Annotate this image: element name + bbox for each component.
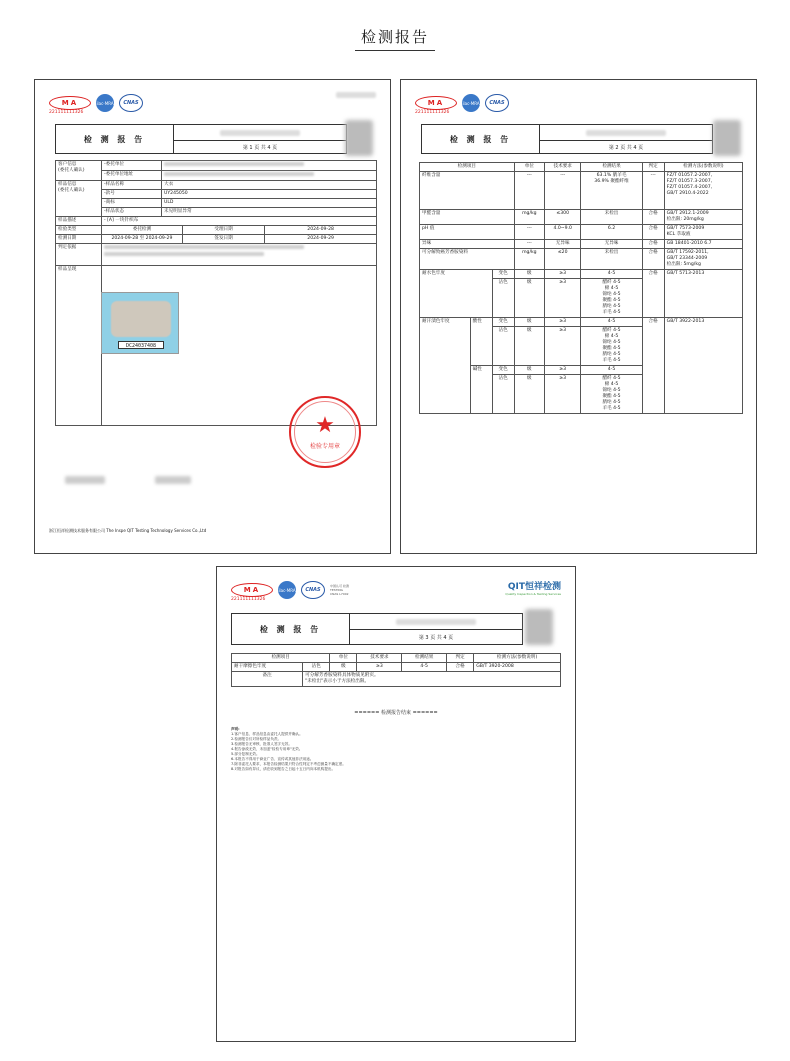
ilac-logo-icon: ilac-MRA <box>278 581 296 599</box>
test-date-label: 检测日期 <box>56 235 102 244</box>
client-unit-label: -委托单位 <box>102 161 162 171</box>
results-table: 检测项目 单位 技术要求 检测结果 判定 检测方法(参数说明) 耐干摩擦色牢度 沾色 级 ≥3 4-5 合格 GB/T 3920-2008 备注 可分解芳香胺染料具体物质见附页。 "未检出"表示小于方法检出限。 <box>231 653 561 687</box>
table-row: 可分解致癌芳香胺染料 mg/kg ≤20 未检出 合格 GB/T 17592-2011, GB/T 23344-2009 检出限: 5mg/kg <box>420 249 743 270</box>
test-date: 2024-09-28 至 2024-09-29 <box>102 235 183 244</box>
ma-number: 221111111326 <box>415 110 450 115</box>
cnas-caption: 中国认可 检测 TESTING CNAS L7002 <box>330 584 349 596</box>
signature-blurred-2 <box>155 476 191 484</box>
qit-logo-text: QIT恒祥检测 <box>507 582 561 592</box>
col-result: 检测结果 <box>581 163 642 172</box>
cnas-logo-icon: CNAS <box>485 94 509 112</box>
qit-logo <box>336 92 376 98</box>
sample-name: 大衣 <box>162 181 377 190</box>
desc-label: 样品描述 <box>56 217 102 226</box>
table-row: 甲醛含量 mg/kg ≤300 未检出 合格 GB/T 2912.1-2009 检出限: 20mg/kg <box>420 210 743 225</box>
declaration-title: 声明: <box>231 727 240 731</box>
title-box <box>55 124 347 154</box>
declaration-line: 7.除非委托人要求，本报告检测结果只符合性判定不考虑测量不确定度。 <box>231 762 346 766</box>
report-number-blurred <box>220 130 300 136</box>
table-row: 沾色 级 ≥3 醋纤 4-5 棉 4-5 锦纶 4-5 聚酯 4-5 腈纶 4-5 羊毛 4-5 <box>420 279 743 318</box>
ma-logo-icon: MA <box>231 583 273 597</box>
report-page-3[interactable] <box>216 566 576 1042</box>
report-title: 检 测 报 告 <box>232 614 350 644</box>
title-box <box>421 124 713 154</box>
results-table <box>419 162 743 414</box>
page-footer: 浙江恒祥检测技术服务有限公司 The Inspe QIT Testing Technology Services Co.,Ltd <box>49 528 207 533</box>
brand: ULD <box>162 199 377 208</box>
col-item: 检测项目 <box>420 163 515 172</box>
col-req: 技术要求 <box>544 163 580 172</box>
ma-logo-icon: MA <box>415 96 457 110</box>
table-row: 沾色 级 ≥3 醋纤 4-5 棉 4-5 锦纶 4-5 聚酯 4-5 腈纶 4-5 羊毛 4-5 <box>420 327 743 366</box>
report-title: 检 测 报 告 <box>422 125 540 153</box>
declaration-line: 6.本报告不得用于商业广告、宣传或其他非法用途。 <box>231 757 314 761</box>
sample-desc: - [A] 一块针织布 <box>102 217 377 226</box>
basis-label: 判定依据 <box>56 244 102 266</box>
table-row: 沾色 级 ≥3 醋纤 4-5 棉 4-5 锦纶 4-5 聚酯 4-5 腈纶 4-5 羊毛 4-5 <box>420 375 743 414</box>
report-page-2[interactable] <box>400 79 757 554</box>
col-method: 检测方法(参数说明) <box>664 163 742 172</box>
test-type: 委托检测 <box>102 226 183 235</box>
type-label: 检验类型 <box>56 226 102 235</box>
ma-number: 221111111326 <box>231 597 266 602</box>
receive-label: 受理日期 <box>182 226 264 235</box>
heading-underline <box>355 50 435 51</box>
cnas-logo-icon: CNAS <box>119 94 143 112</box>
inspection-stamp: ★ 检验专用章 <box>289 396 361 468</box>
declaration-line: 8.对报告如有异议，请在收到报告之日起十五日内向本机构提出。 <box>231 767 336 771</box>
report-title: 检 测 报 告 <box>56 125 174 153</box>
table-row: 纤维含量 --- --- 63.1% 腈羊毛 36.9% 聚酯纤维 --- FZ/T 01057.2-2007, FZ/T 01057.3-2007, FZ/T 01057.4-2007, GB/T 2910.4-2022 <box>420 172 743 210</box>
receive-date: 2024-09-28 <box>265 226 377 235</box>
ma-logo-icon: MA <box>49 96 91 110</box>
style-number: UY245050 <box>162 190 377 199</box>
declaration-line: 5.部分复制无效。 <box>231 752 260 756</box>
ma-number: 221111111326 <box>49 110 84 115</box>
fabric-swatch <box>111 301 171 337</box>
client-unit-blurred <box>164 162 304 166</box>
issue-label: 签发日期 <box>182 235 264 244</box>
title-box <box>231 613 523 645</box>
sample-group-label: 样品信息 (委托人确认) <box>56 181 102 217</box>
client-address-label: -委托单位地址 <box>102 171 162 181</box>
ilac-logo-icon: ilac-MRA <box>96 94 114 112</box>
star-icon: ★ <box>315 412 335 438</box>
page-indicator: 第 1 页 共 4 页 <box>242 144 278 151</box>
table-row: 碱性 变色 级 ≥3 4-5 <box>420 366 743 375</box>
declaration <box>231 727 346 772</box>
table-row: 备注 可分解芳香胺染料具体物质见附页。 "未检出"表示小于方法检出限。 <box>232 672 561 687</box>
table-row: pH 值 --- 4.0~9.0 6.2 合格 GB/T 7573-2009 KCL 萃取液 <box>420 225 743 240</box>
photo-label: 样品呈现 <box>56 266 102 426</box>
sample-photo <box>101 292 179 354</box>
client-address-blurred <box>164 172 314 176</box>
declaration-line: 4.报告涂改无效，未加盖"检验专用章"无效。 <box>231 747 303 751</box>
client-group-label: 客户信息 (委托人确认) <box>56 161 102 181</box>
report-number-blurred <box>586 130 666 136</box>
sample-state: 未见明显异常 <box>162 208 377 217</box>
col-unit: 单位 <box>514 163 544 172</box>
signature-blurred <box>65 476 105 484</box>
page-indicator: 第 3 页 共 4 页 <box>418 634 454 641</box>
ilac-logo-icon: ilac-MRA <box>462 94 480 112</box>
report-page-1[interactable] <box>34 79 391 554</box>
report-number-blurred <box>396 619 476 625</box>
qit-logo-blurred <box>336 92 376 98</box>
basis-blurred <box>104 245 304 249</box>
state-label: -样品状态 <box>102 208 162 217</box>
col-verdict: 判定 <box>642 163 664 172</box>
table-row: 耐水色牢度 变色 级 ≥3 4-5 合格 GB/T 5713-2013 <box>420 270 743 279</box>
declaration-line: 2.检测报告仅对所检样品负责。 <box>231 737 282 741</box>
table-row: 异味 --- 无异味 无异味 合格 GB 18401-2010 6.7 <box>420 240 743 249</box>
qr-code-blurred <box>525 609 553 645</box>
table-row: 耐汗渍色牢度 酸性 变色 级 ≥3 4-5 合格 GB/T 3922-2013 <box>420 318 743 327</box>
sample-name-label: -样品名称 <box>102 181 162 190</box>
page-indicator: 第 2 页 共 4 页 <box>608 144 644 151</box>
style-label: -款号 <box>102 190 162 199</box>
report-end: ====== 检测报告结束 ====== <box>354 710 438 716</box>
brand-label: -商标 <box>102 199 162 208</box>
qr-code-blurred <box>345 120 373 156</box>
page-heading: 检测报告 <box>360 28 429 46</box>
declaration-line: 1.客户信息、样品信息由委托人提供并确认。 <box>231 732 303 736</box>
cnas-logo-icon: CNAS <box>301 581 325 599</box>
qr-code-blurred <box>713 120 741 156</box>
declaration-line: 3.检测报告无审核、批准人签字无效。 <box>231 742 292 746</box>
qit-logo-sub: Quality Inspection & Testing Services <box>505 592 561 596</box>
basis-blurred-2 <box>104 252 264 256</box>
issue-date: 2024-09-29 <box>265 235 377 244</box>
qit-logo <box>505 579 561 596</box>
table-row: 耐干摩擦色牢度 沾色 级 ≥3 4-5 合格 GB/T 3920-2008 <box>232 663 561 672</box>
sample-tag: DC24037408 <box>118 341 164 349</box>
